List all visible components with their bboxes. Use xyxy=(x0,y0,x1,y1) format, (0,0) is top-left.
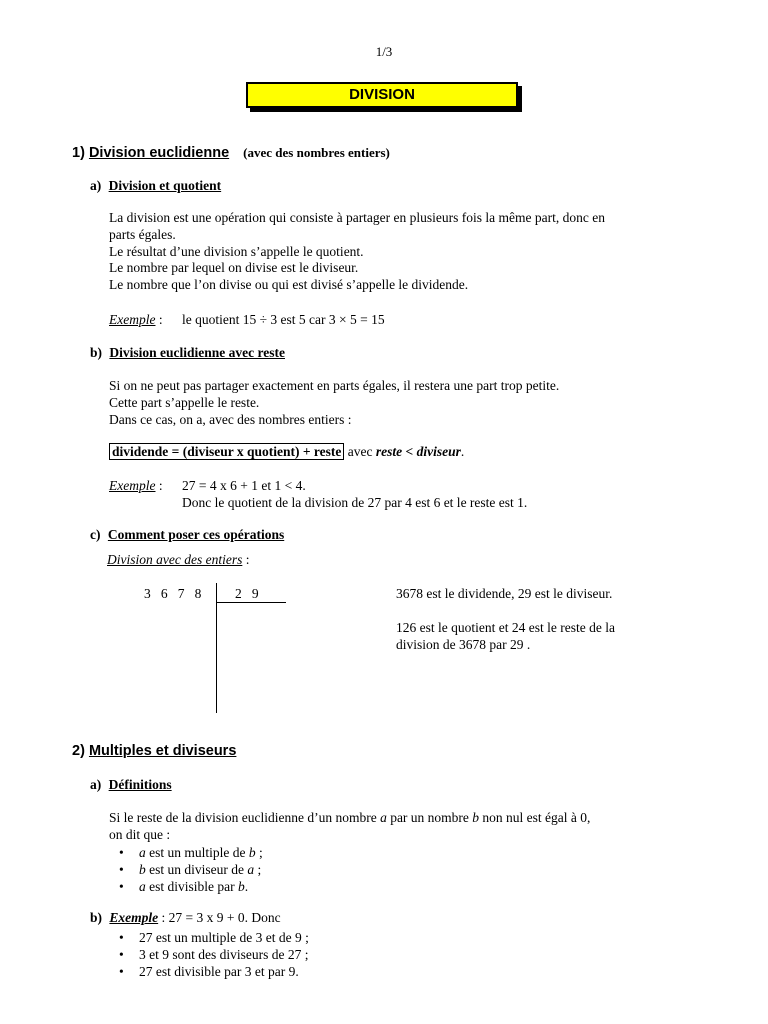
section1a-letter: a) xyxy=(90,178,102,193)
variable: b xyxy=(248,845,256,860)
section1a-heading xyxy=(90,178,221,194)
paragraph-line: Le résultat d’une division s’appelle le quotient. xyxy=(109,243,364,259)
example-label: Exemple xyxy=(109,312,156,327)
paragraph-line: Cette part s’appelle le reste. xyxy=(109,394,260,410)
section1c-letter: c) xyxy=(90,527,101,542)
section1b-paragraph xyxy=(109,378,559,428)
paragraph-line: Le nombre que l’on divise ou qui est divisé s’appelle le dividende. xyxy=(109,277,469,293)
section2b-letter: b) xyxy=(90,910,103,925)
text-run: . xyxy=(244,879,249,894)
text-run: est divisible par xyxy=(145,879,238,894)
section2a-title: Définitions xyxy=(108,777,172,792)
section1b-example-text xyxy=(182,478,527,512)
formula-box: dividende = (diviseur x quotient) + reste xyxy=(109,443,344,460)
division-integers-label: Division avec des entiers xyxy=(107,552,243,567)
paragraph-line: Dans ce cas, on a, avec des nombres entiers : xyxy=(109,411,352,427)
section1a-title: Division et quotient xyxy=(108,178,222,193)
section1b-letter: b) xyxy=(90,345,103,360)
section2-number: 2) xyxy=(72,743,85,759)
section2-title: Multiples et diviseurs xyxy=(88,743,237,759)
section1b-formula-line xyxy=(109,444,464,461)
section1c-title: Comment poser ces opérations xyxy=(107,527,285,542)
variable: a xyxy=(247,862,255,877)
text-run: est un multiple de xyxy=(145,845,249,860)
variable-b: b xyxy=(472,810,480,825)
formula-avec: avec xyxy=(347,444,373,459)
paragraph-line: parts égales. xyxy=(109,226,176,242)
variable: a xyxy=(139,845,146,860)
section1c-heading xyxy=(90,527,284,543)
example-separator: : xyxy=(155,478,163,493)
section2a-paragraph xyxy=(109,810,590,844)
example-label: Exemple xyxy=(109,910,159,925)
text-run: non nul est égal à 0, xyxy=(479,810,591,825)
section2a-letter: a) xyxy=(90,777,102,792)
list-item xyxy=(109,878,263,895)
divisor-digits: 2 9 xyxy=(235,586,259,601)
paragraph-line: La division est une opération qui consiste à partager en plusieurs fois la même part, donc en xyxy=(109,210,605,225)
text-run: est un diviseur de xyxy=(145,862,248,877)
paragraph-line xyxy=(109,810,590,827)
section1c-sublabel xyxy=(107,552,249,569)
section2b-heading xyxy=(90,910,281,927)
section2-heading xyxy=(72,743,236,759)
section2b-example-text: : 27 = 3 x 9 + 0. Donc xyxy=(158,910,281,925)
paragraph-line: on dit que : xyxy=(109,826,171,842)
list-item: • 3 et 9 sont des diviseurs de 27 ; xyxy=(109,946,309,963)
list-item xyxy=(109,844,263,861)
paragraph-line: Le nombre par lequel on divise est le diviseur. xyxy=(109,260,359,276)
section1a-example xyxy=(109,312,163,329)
note-line: division de 3678 par 29 . xyxy=(396,636,531,652)
list-item: • 27 est un multiple de 3 et de 9 ; xyxy=(109,929,309,946)
section1-heading xyxy=(72,145,390,161)
section1-number: 1) xyxy=(72,145,85,161)
example-line: 27 = 4 x 6 + 1 et 1 < 4. xyxy=(182,478,306,493)
section1a-example-text: le quotient 15 ÷ 3 est 5 car 3 × 5 = 15 xyxy=(182,312,385,327)
division-note-2 xyxy=(396,620,615,654)
list-item: • 27 est divisible par 3 et par 9. xyxy=(109,963,309,980)
text-run: ; xyxy=(255,845,263,860)
example-line: Donc le quotient de la division de 27 par 4 est 6 et le reste est 1. xyxy=(182,494,528,510)
example-separator: : xyxy=(155,312,163,327)
section1a-paragraph xyxy=(109,210,605,294)
formula-end: . xyxy=(460,444,465,459)
variable: b xyxy=(237,879,245,894)
division-note-1: 3678 est le dividende, 29 est le diviseur. xyxy=(396,586,613,601)
example-label: Exemple xyxy=(109,478,156,493)
section1b-title: Division euclidienne avec reste xyxy=(109,345,285,360)
definitions-list xyxy=(109,844,263,895)
example-list xyxy=(109,929,309,980)
sublabel-separator: : xyxy=(242,552,250,567)
section1b-heading xyxy=(90,345,285,361)
page-title: DIVISION xyxy=(246,82,518,108)
variable-a: a xyxy=(380,810,387,825)
section1b-example xyxy=(109,478,163,495)
formula-condition: reste < diviseur xyxy=(375,444,461,459)
page-number: 1/3 xyxy=(375,44,393,59)
section1-subtitle: (avec des nombres entiers) xyxy=(243,145,390,160)
text-run: Si le reste de la division euclidienne d’un nombre xyxy=(109,810,381,825)
paragraph-line: Si on ne peut pas partager exactement en parts égales, il restera une part trop petite. xyxy=(109,378,560,393)
section1-title: Division euclidienne xyxy=(88,145,230,161)
list-item xyxy=(109,861,263,878)
variable: b xyxy=(139,862,146,877)
dividend-digits: 3 6 7 8 xyxy=(144,586,202,601)
variable: a xyxy=(139,879,146,894)
text-run: ; xyxy=(254,862,262,877)
note-line: 126 est le quotient et 24 est le reste de la xyxy=(396,620,615,635)
section2a-heading xyxy=(90,777,172,793)
division-horizontal-line xyxy=(216,602,286,603)
text-run: par un nombre xyxy=(386,810,473,825)
